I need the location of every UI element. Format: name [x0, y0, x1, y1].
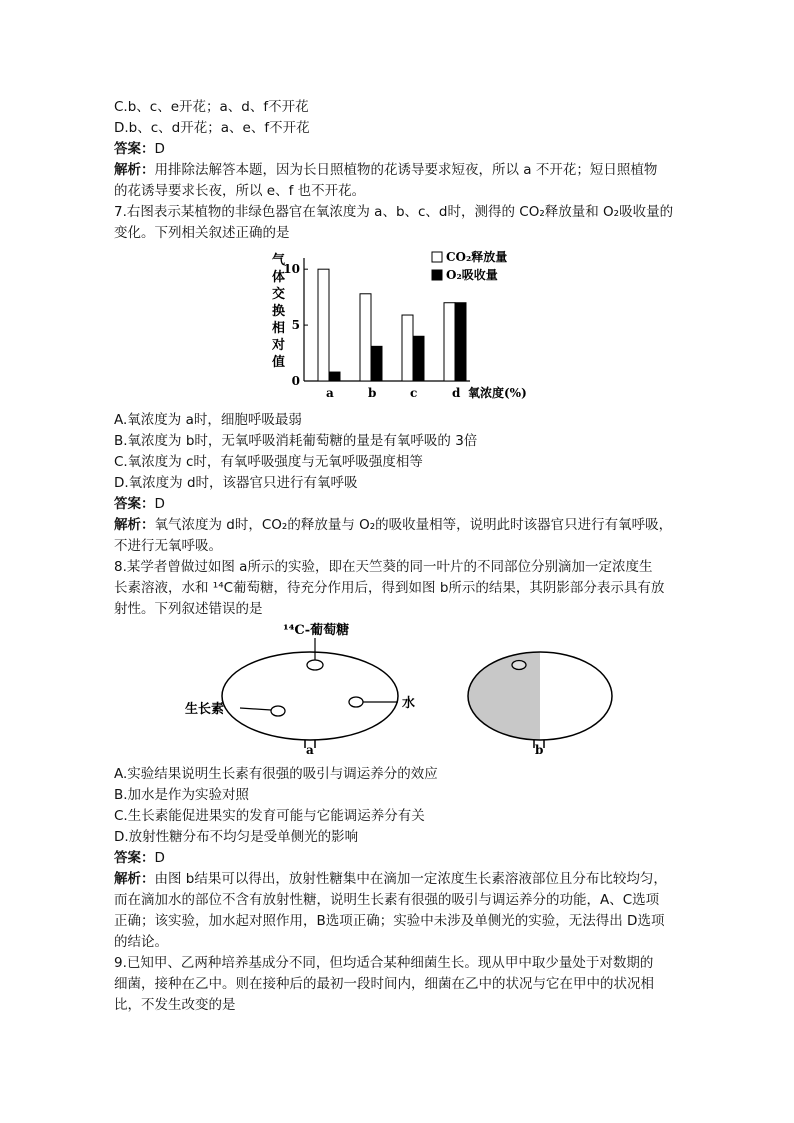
water-drop — [349, 697, 363, 707]
gas-exchange-bar-chart — [270, 246, 540, 406]
y-tick-label: 0 — [291, 374, 300, 388]
auxin-label: 生长素 — [185, 702, 225, 717]
figure-b-label: b — [535, 743, 544, 755]
q8-option-d: D.放射性糖分布不均匀是受单侧光的影响 — [114, 829, 359, 845]
bar-o2-c — [413, 336, 424, 381]
glucose-label: ¹⁴C-葡萄糖 — [283, 623, 350, 638]
leaf-a — [185, 622, 415, 755]
x-category-label: b — [368, 386, 377, 400]
q9-stem-2: 细菌，接种在乙中。则在接种后的最初一段时间内，细菌在乙中的状况与它在甲中的状况相 — [114, 976, 654, 992]
bar-o2-d — [455, 303, 466, 381]
q8-stem-3: 射性。下列叙述错误的是 — [114, 601, 263, 617]
q7-analysis-2: 不进行无氧呼吸。 — [114, 538, 222, 554]
q8-answer — [114, 848, 165, 868]
q7-stem-1: 7.右图表示某植物的非绿色器官在氧浓度为 a、b、c、d时，测得的 CO₂释放量和 O₂吸收量的 — [114, 204, 674, 220]
leaf-b — [468, 652, 612, 755]
q7-option-b: B.氧浓度为 b时，无氧呼吸消耗葡萄糖的量是有氧呼吸的 3倍 — [114, 433, 478, 449]
water-label: 水 — [402, 696, 416, 711]
q7-stem-2: 变化。下列相关叙述正确的是 — [114, 225, 290, 241]
analysis-label: 解析： — [114, 871, 155, 887]
answer-label: 答案： — [114, 496, 155, 512]
answer-value: D — [154, 141, 165, 157]
y-axis-label-char: 相 — [272, 321, 286, 336]
analysis-text: 由图 b结果可以得出，放射性糖集中在滴加一定浓度生长素溶液部位且分布比较均匀， — [154, 871, 667, 887]
analysis-label: 解析： — [114, 162, 155, 178]
y-axis-label-char: 值 — [272, 355, 286, 370]
legend-swatch-o2 — [432, 270, 442, 280]
q8-stem-1: 8.某学者曾做过如图 a所示的实验，即在天竺葵的同一叶片的不同部位分别滴加一定浓度生 — [114, 559, 653, 575]
y-axis-label-char: 对 — [272, 338, 286, 353]
q7-option-d: D.氧浓度为 d时，该器官只进行有氧呼吸 — [114, 475, 358, 491]
leaf-experiment-figure — [180, 620, 620, 755]
bar-o2-a — [329, 372, 340, 381]
q8-option-b: B.加水是作为实验对照 — [114, 787, 250, 803]
radioactive-shaded-region — [468, 652, 540, 740]
q7-option-a: A.氧浓度为 a时，细胞呼吸最弱 — [114, 412, 302, 428]
bar-o2-b — [371, 346, 382, 381]
q7-option-c: C.氧浓度为 c时，有氧呼吸强度与无氧呼吸强度相等 — [114, 454, 423, 470]
answer-value: D — [154, 850, 165, 866]
legend-swatch-co2 — [432, 252, 442, 262]
q8-stem-2: 长素溶液，水和 ¹⁴C葡萄糖，待充分作用后，得到如图 b所示的结果，其阴影部分表示具有放 — [114, 580, 665, 596]
analysis-label: 解析： — [114, 517, 155, 533]
bar-co2-c — [402, 315, 413, 381]
q7-analysis-1 — [114, 515, 672, 535]
q6-answer — [114, 139, 165, 159]
auxin-drop — [271, 706, 285, 716]
analysis-text: 氧气浓度为 d时，CO₂的释放量与 O₂的吸收量相等，说明此时该器官只进行有氧呼吸， — [154, 517, 673, 533]
bar-co2-d — [444, 303, 455, 381]
x-category-label: c — [410, 386, 418, 400]
figure-a-label: a — [306, 743, 314, 755]
y-axis-label-char: 气 — [272, 253, 286, 268]
q8-analysis-4: 的结论。 — [114, 934, 168, 950]
legend-label-co2: CO₂释放量 — [446, 250, 508, 264]
bar-co2-b — [360, 294, 371, 381]
q8-option-a: A.实验结果说明生长素有很强的吸引与调运养分的效应 — [114, 766, 438, 782]
leaf-b-spot — [512, 661, 526, 670]
q8-analysis-3: 正确；该实验，加水起对照作用，B选项正确；实验中未涉及单侧光的实验，无法得出 D选项 — [114, 913, 665, 929]
q7-answer — [114, 494, 165, 514]
x-category-label: d — [452, 386, 461, 400]
y-axis-label-char: 体 — [272, 270, 286, 285]
answer-value: D — [154, 496, 165, 512]
bar-co2-a — [318, 269, 329, 381]
y-tick-label: 5 — [291, 318, 300, 333]
x-category-label: a — [326, 386, 334, 400]
q6-analysis-2: 的花诱导要求长夜，所以 e、f 也不开花。 — [114, 183, 366, 199]
analysis-text: 用排除法解答本题，因为长日照植物的花诱导要求短夜，所以 a 不开花；短日照植物 — [154, 162, 658, 178]
y-tick-label: 10 — [283, 262, 300, 277]
x-axis-label: 氧浓度(%) — [468, 386, 527, 400]
q9-stem-1: 9.已知甲、乙两种培养基成分不同，但均适合某种细菌生长。现从甲中取少量处于对数期的 — [114, 955, 654, 971]
q8-analysis-1 — [114, 869, 667, 889]
q6-option-c: C.b、c、e开花；a、d、f不开花 — [114, 99, 309, 115]
glucose-drop — [307, 660, 323, 670]
q6-analysis-1 — [114, 160, 657, 180]
chart-legend — [432, 249, 507, 282]
q8-option-c: C.生长素能促进果实的发育可能与它能调运养分有关 — [114, 808, 425, 824]
y-axis-label-char: 换 — [272, 304, 286, 319]
answer-label: 答案： — [114, 141, 155, 157]
q8-analysis-2: 而在滴加水的部位不含有放射性糖，说明生长素有很强的吸引与调运养分的功能，A、C选项 — [114, 892, 660, 908]
y-axis-label-char: 交 — [272, 287, 286, 302]
legend-label-o2: O₂吸收量 — [446, 268, 498, 282]
q6-option-d: D.b、c、d开花；a、e、f不开花 — [114, 120, 310, 136]
q9-stem-3: 比，不发生改变的是 — [114, 997, 236, 1013]
answer-label: 答案： — [114, 850, 155, 866]
